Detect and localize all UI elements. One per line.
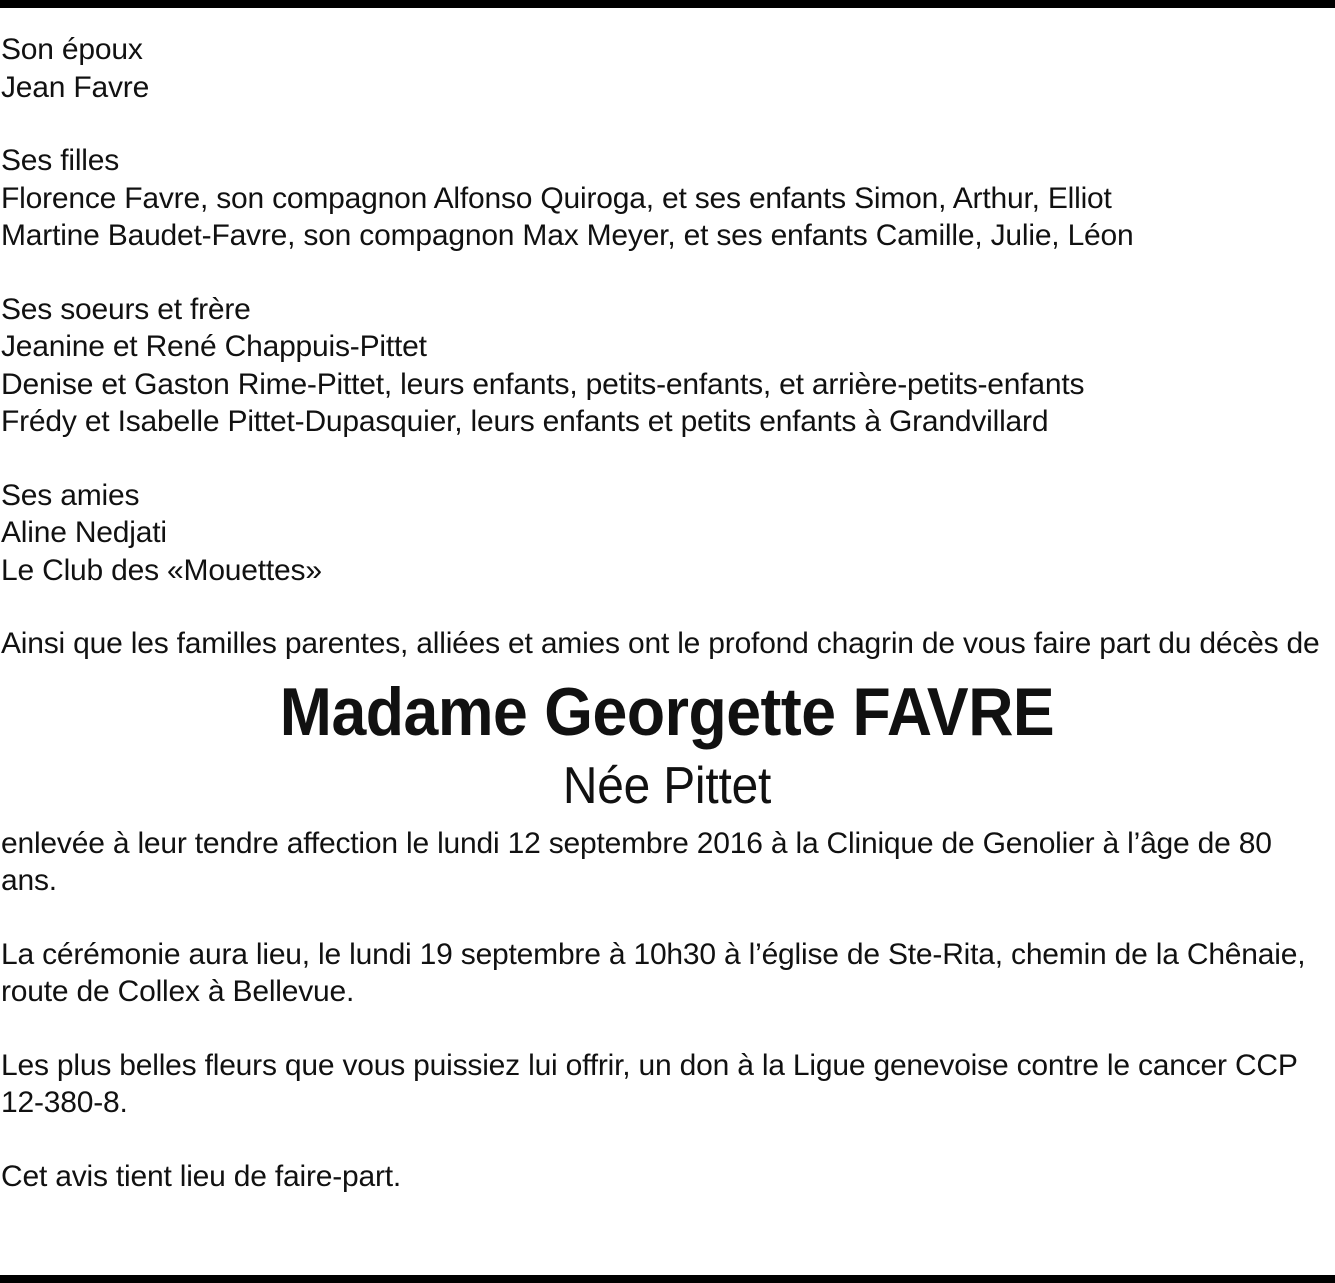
family-group-spouse [1, 31, 1333, 106]
family-member: Jean Favre [1, 70, 150, 104]
ceremony-details-text: La cérémonie aura lieu, le lundi 19 septembre à 10h30 à l’église de Ste-Rita, chemin de la Chênaie, route de Collex à Bellevue. [1, 937, 1306, 1008]
family-member: Denise et Gaston Rime-Pittet, leurs enfants, petits-enfants, et arrière-petits-enfants [1, 367, 1085, 401]
ceremony-details [1, 936, 1333, 1011]
group-heading: Son époux [1, 33, 143, 66]
bottom-border-rule [0, 1275, 1335, 1283]
announcement-text: Ainsi que les familles parentes, alliées et amies ont le profond chagrin de vous faire part du décès de [1, 627, 1320, 660]
family-member: Frédy et Isabelle Pittet-Dupasquier, leurs enfants et petits enfants à Grandvillard [1, 405, 1049, 438]
flowers-donation-text: Les plus belles fleurs que vous puissiez lui offrir, un don à la Ligue genevoise contre le cancer CCP 12-380-8. [1, 1048, 1298, 1119]
group-heading: Ses soeurs et frère [1, 292, 251, 326]
death-details [1, 825, 1333, 900]
maiden-name: Née Pittet [562, 756, 772, 815]
notice-text: Cet avis tient lieu de faire-part. [1, 1159, 402, 1193]
obituary-notice [1, 31, 1333, 1231]
family-member: Aline Nedjati [1, 516, 167, 549]
family-group-friends [1, 477, 1333, 590]
notice-footer [1, 1158, 1333, 1196]
family-member: Martine Baudet-Favre, son compagnon Max Meyer, et ses enfants Camille, Julie, Léon [1, 219, 1134, 252]
family-member: Florence Favre, son compagnon Alfonso Quiroga, et ses enfants Simon, Arthur, Elliot [1, 181, 1112, 215]
family-member: Jeanine et René Chappuis-Pittet [1, 330, 427, 363]
death-details-text: enlevée à leur tendre affection le lundi 12 septembre 2016 à la Clinique de Genolier à l’âge de 80 ans. [1, 826, 1272, 897]
group-heading: Ses amies [1, 478, 140, 512]
group-heading: Ses filles [1, 144, 120, 177]
family-group-daughters [1, 142, 1333, 255]
deceased-name: Madame Georgette FAVRE [279, 673, 1055, 750]
family-group-siblings [1, 291, 1333, 441]
top-border-rule [0, 0, 1335, 8]
family-member: Le Club des «Mouettes» [1, 553, 322, 587]
flowers-donation [1, 1047, 1333, 1122]
